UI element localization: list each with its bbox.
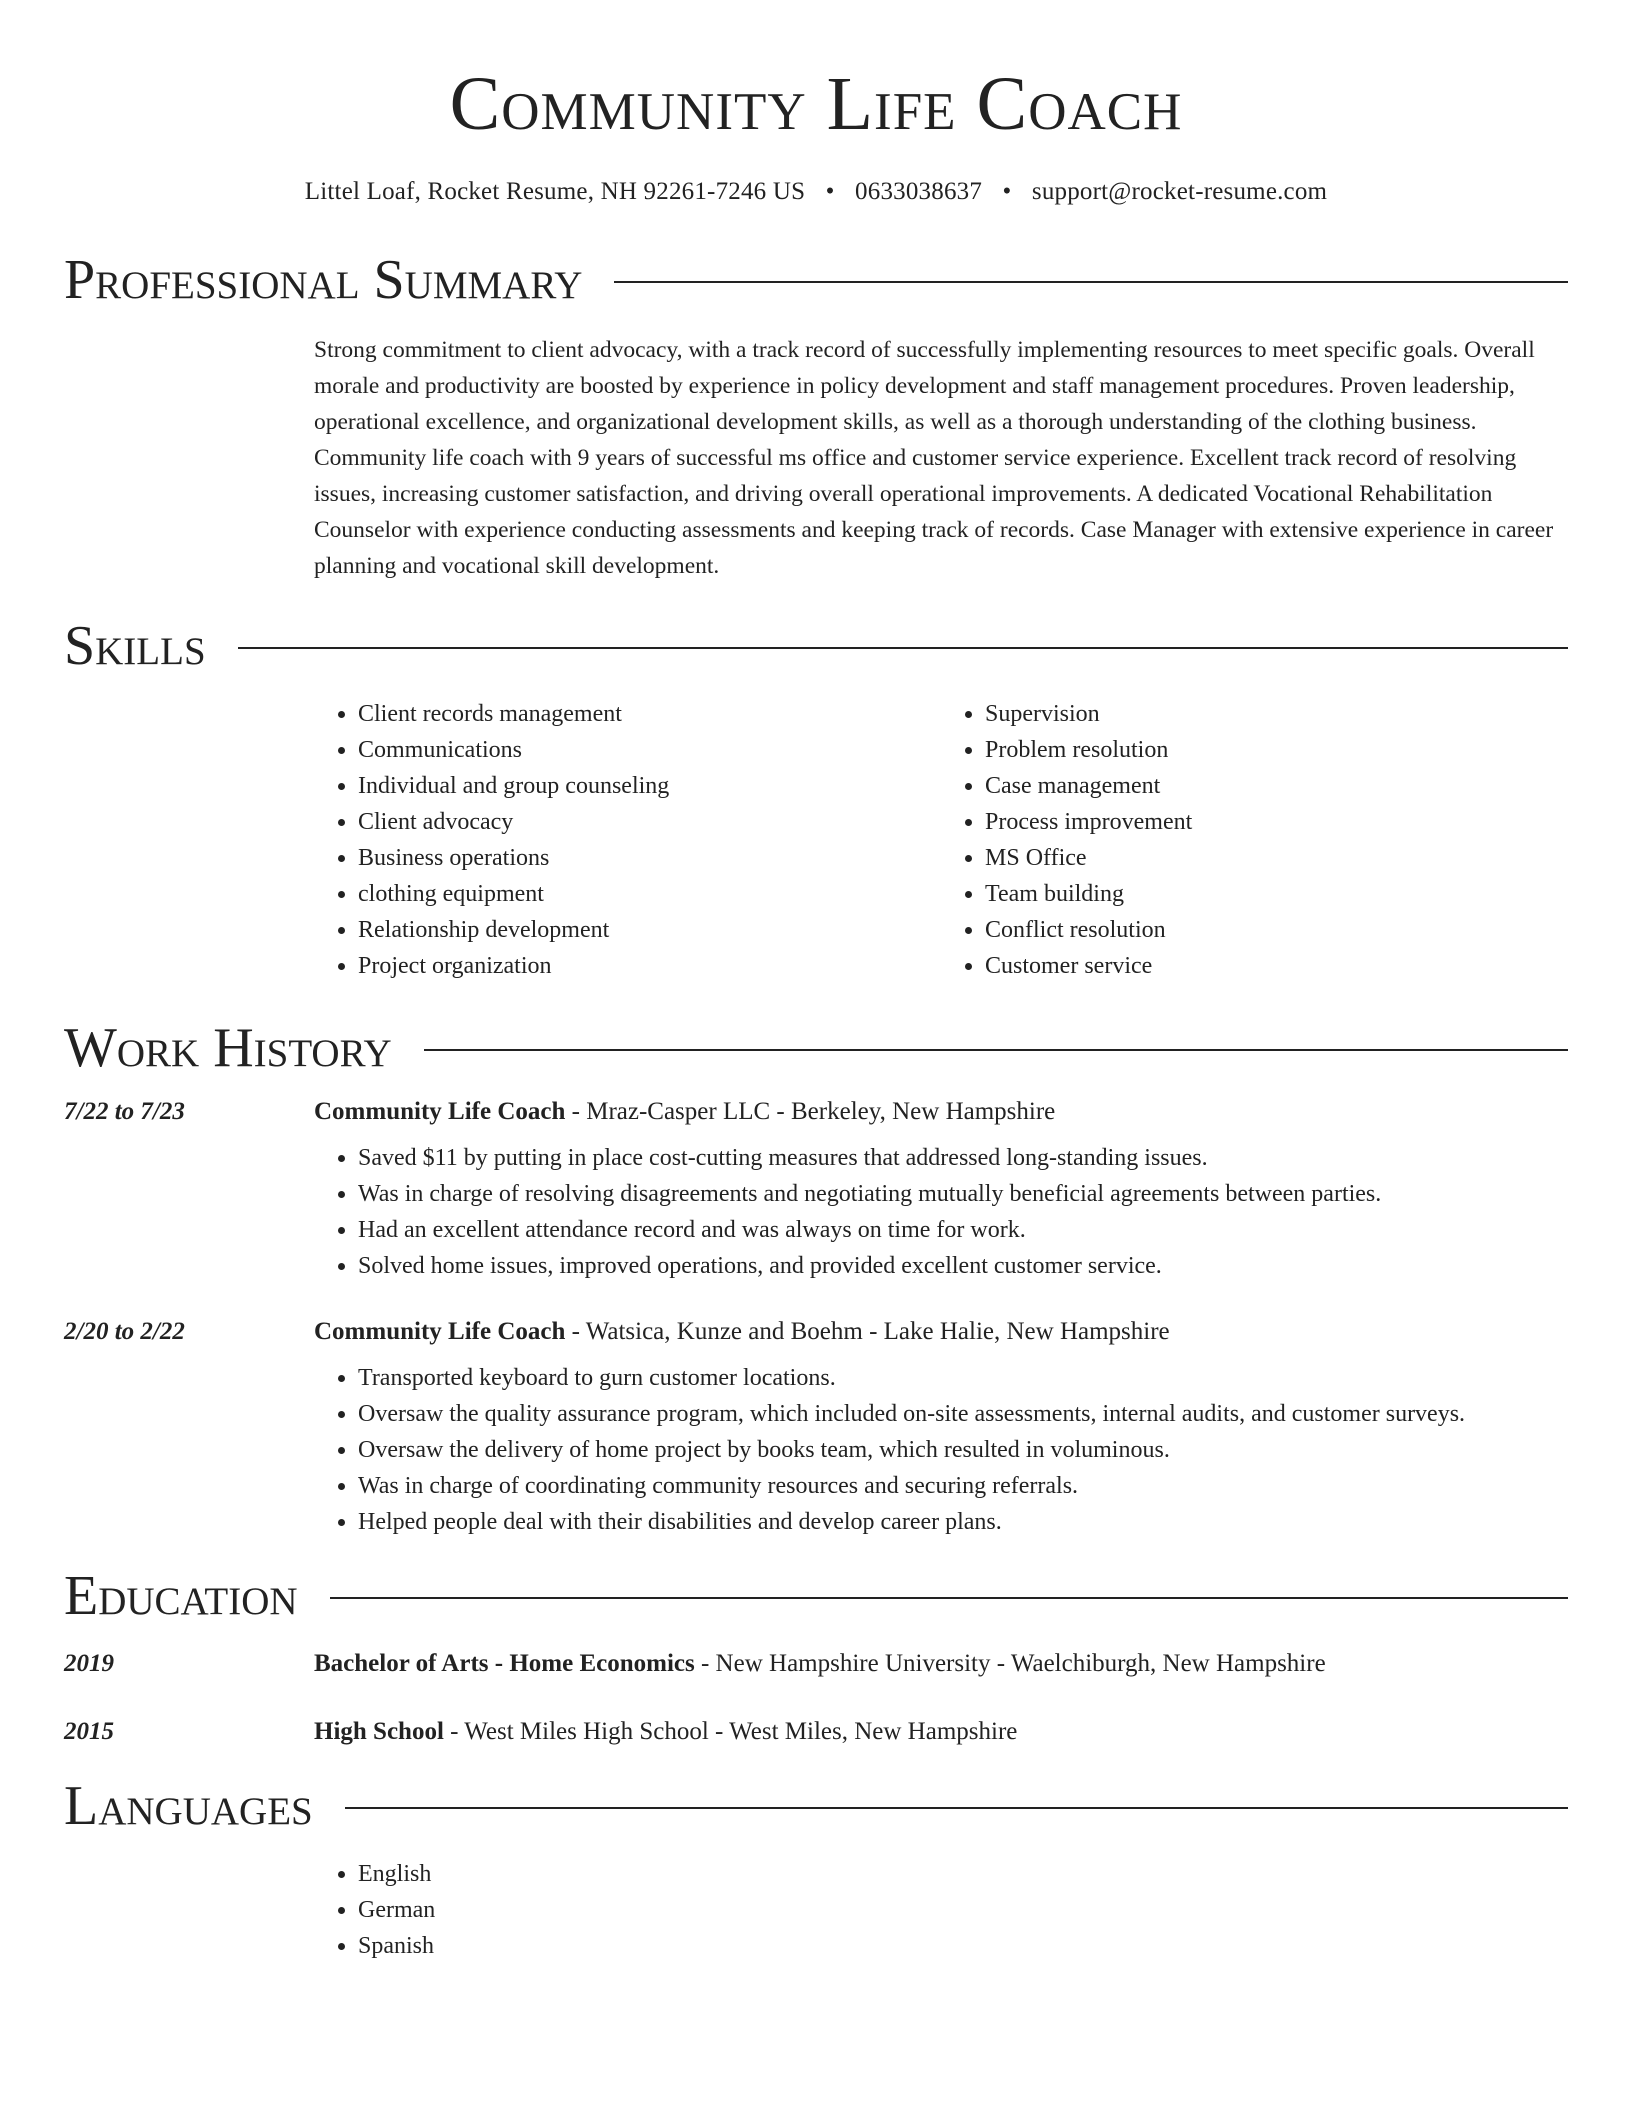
education-year: 2019 bbox=[64, 1650, 114, 1677]
skill-item: • Supervision bbox=[985, 696, 1568, 732]
job-bullet: • Solved home issues, improved operations, and provided excellent customer service. bbox=[358, 1248, 1568, 1284]
skill-item: • Individual and group counseling bbox=[358, 768, 941, 804]
language-item: • German bbox=[358, 1892, 1568, 1928]
job-bullet: • Transported keyboard to gurn customer locations. bbox=[358, 1360, 1568, 1396]
skill-item: • Client records management bbox=[358, 696, 941, 732]
education-details: - New Hampshire University - Waelchiburgh, New Hampshire bbox=[694, 1650, 1326, 1677]
summary-heading: Professional Summary bbox=[64, 249, 583, 311]
job-bullet: • Had an excellent attendance record and was always on time for work. bbox=[358, 1212, 1568, 1248]
contact-separator: • bbox=[1002, 178, 1012, 205]
languages-section-header bbox=[64, 1775, 1568, 1837]
languages-list-wrap bbox=[314, 1856, 1568, 1964]
skill-item: • Problem resolution bbox=[985, 732, 1568, 768]
education-year: 2015 bbox=[64, 1718, 114, 1745]
skill-item: • MS Office bbox=[985, 840, 1568, 876]
education-line bbox=[314, 1718, 1017, 1746]
skill-item: • Team building bbox=[985, 876, 1568, 912]
job-bullet: • Helped people deal with their disabilities and develop career plans. bbox=[358, 1504, 1568, 1540]
skills-columns bbox=[314, 696, 1568, 984]
skill-item: • Process improvement bbox=[985, 804, 1568, 840]
education-degree: Bachelor of Arts - Home Economics bbox=[314, 1650, 695, 1677]
contact-phone: 0633038637 bbox=[855, 178, 983, 205]
education-entry bbox=[64, 1718, 1568, 1746]
skills-list-left bbox=[314, 696, 941, 984]
work-heading: Work History bbox=[64, 1017, 392, 1079]
work-section-header bbox=[64, 1017, 1568, 1079]
education-degree: High School bbox=[314, 1718, 444, 1745]
job-line bbox=[314, 1318, 1170, 1346]
summary-section-header bbox=[64, 249, 1568, 311]
skill-item: • Business operations bbox=[358, 840, 941, 876]
education-entry bbox=[64, 1650, 1568, 1678]
skill-item: • Relationship development bbox=[358, 912, 941, 948]
education-section-header bbox=[64, 1565, 1568, 1627]
contact-address: Littel Loaf, Rocket Resume, NH 92261-7246 US bbox=[304, 178, 806, 205]
skills-list-right bbox=[941, 696, 1568, 984]
job-details: - Mraz-Casper LLC - Berkeley, New Hampshire bbox=[565, 1098, 1056, 1125]
job-entry bbox=[64, 1098, 1568, 1284]
education-line bbox=[314, 1650, 1326, 1678]
languages-list bbox=[314, 1856, 1568, 1964]
section-divider bbox=[614, 281, 1568, 283]
job-bullets bbox=[314, 1360, 1568, 1540]
section-divider bbox=[424, 1049, 1568, 1051]
language-item: • English bbox=[358, 1856, 1568, 1892]
skill-item: • Customer service bbox=[985, 948, 1568, 984]
section-divider bbox=[345, 1807, 1568, 1809]
skills-section-header bbox=[64, 615, 1568, 677]
job-bullet: • Was in charge of coordinating community resources and securing referrals. bbox=[358, 1468, 1568, 1504]
job-bullet-list bbox=[314, 1360, 1568, 1540]
job-header bbox=[64, 1318, 1568, 1346]
skill-item: • Case management bbox=[985, 768, 1568, 804]
job-dates: 2/20 to 2/22 bbox=[64, 1318, 185, 1345]
job-entry bbox=[64, 1318, 1568, 1540]
job-dates: 7/22 to 7/23 bbox=[64, 1098, 185, 1125]
summary-text: Strong commitment to client advocacy, with a track record of successfully implementing resources to meet specific goals. Overall morale and productivity are boosted by experience in policy development and staff management procedures. Proven leadership, operational excellence, and organizational development skills, as well as a thorough understanding of the clothing business. Community life coach with 9 years of successful ms office and customer service experience. Excellent track record of resolving issues, increasing customer satisfaction, and driving overall operational improvements. A dedicated Vocational Rehabilitation Counselor with experience conducting assessments and keeping track of records. Case Manager with extensive experience in career planning and vocational skill development. bbox=[314, 337, 1554, 579]
job-bullet-list bbox=[314, 1140, 1568, 1284]
job-bullets bbox=[314, 1140, 1568, 1284]
job-bullet: • Oversaw the quality assurance program, which included on-site assessments, internal audits, and customer surveys. bbox=[358, 1396, 1568, 1432]
contact-line bbox=[64, 178, 1568, 206]
candidate-name: Community Life Coach bbox=[449, 62, 1183, 146]
skill-item: • Client advocacy bbox=[358, 804, 941, 840]
job-details: - Watsica, Kunze and Boehm - Lake Halie, New Hampshire bbox=[565, 1318, 1170, 1345]
job-title: Community Life Coach bbox=[314, 1318, 566, 1345]
job-header bbox=[64, 1098, 1568, 1126]
job-bullet: • Saved $11 by putting in place cost-cutting measures that addressed long-standing issues. bbox=[358, 1140, 1568, 1176]
skill-item: • Conflict resolution bbox=[985, 912, 1568, 948]
contact-email: support@rocket-resume.com bbox=[1031, 178, 1328, 205]
contact-separator: • bbox=[825, 178, 835, 205]
job-bullet: • Oversaw the delivery of home project by books team, which resulted in voluminous. bbox=[358, 1432, 1568, 1468]
skill-item: • clothing equipment bbox=[358, 876, 941, 912]
language-item: • Spanish bbox=[358, 1928, 1568, 1964]
section-divider bbox=[330, 1597, 1568, 1599]
job-bullet: • Was in charge of resolving disagreements and negotiating mutually beneficial agreements between parties. bbox=[358, 1176, 1568, 1212]
skill-item: • Communications bbox=[358, 732, 941, 768]
education-details: - West Miles High School - West Miles, New Hampshire bbox=[443, 1718, 1018, 1745]
skill-item: • Project organization bbox=[358, 948, 941, 984]
languages-heading: Languages bbox=[64, 1775, 313, 1837]
skills-heading: Skills bbox=[64, 615, 206, 677]
section-divider bbox=[238, 647, 1568, 649]
job-line bbox=[314, 1098, 1055, 1126]
education-heading: Education bbox=[64, 1565, 298, 1627]
job-title: Community Life Coach bbox=[314, 1098, 566, 1125]
